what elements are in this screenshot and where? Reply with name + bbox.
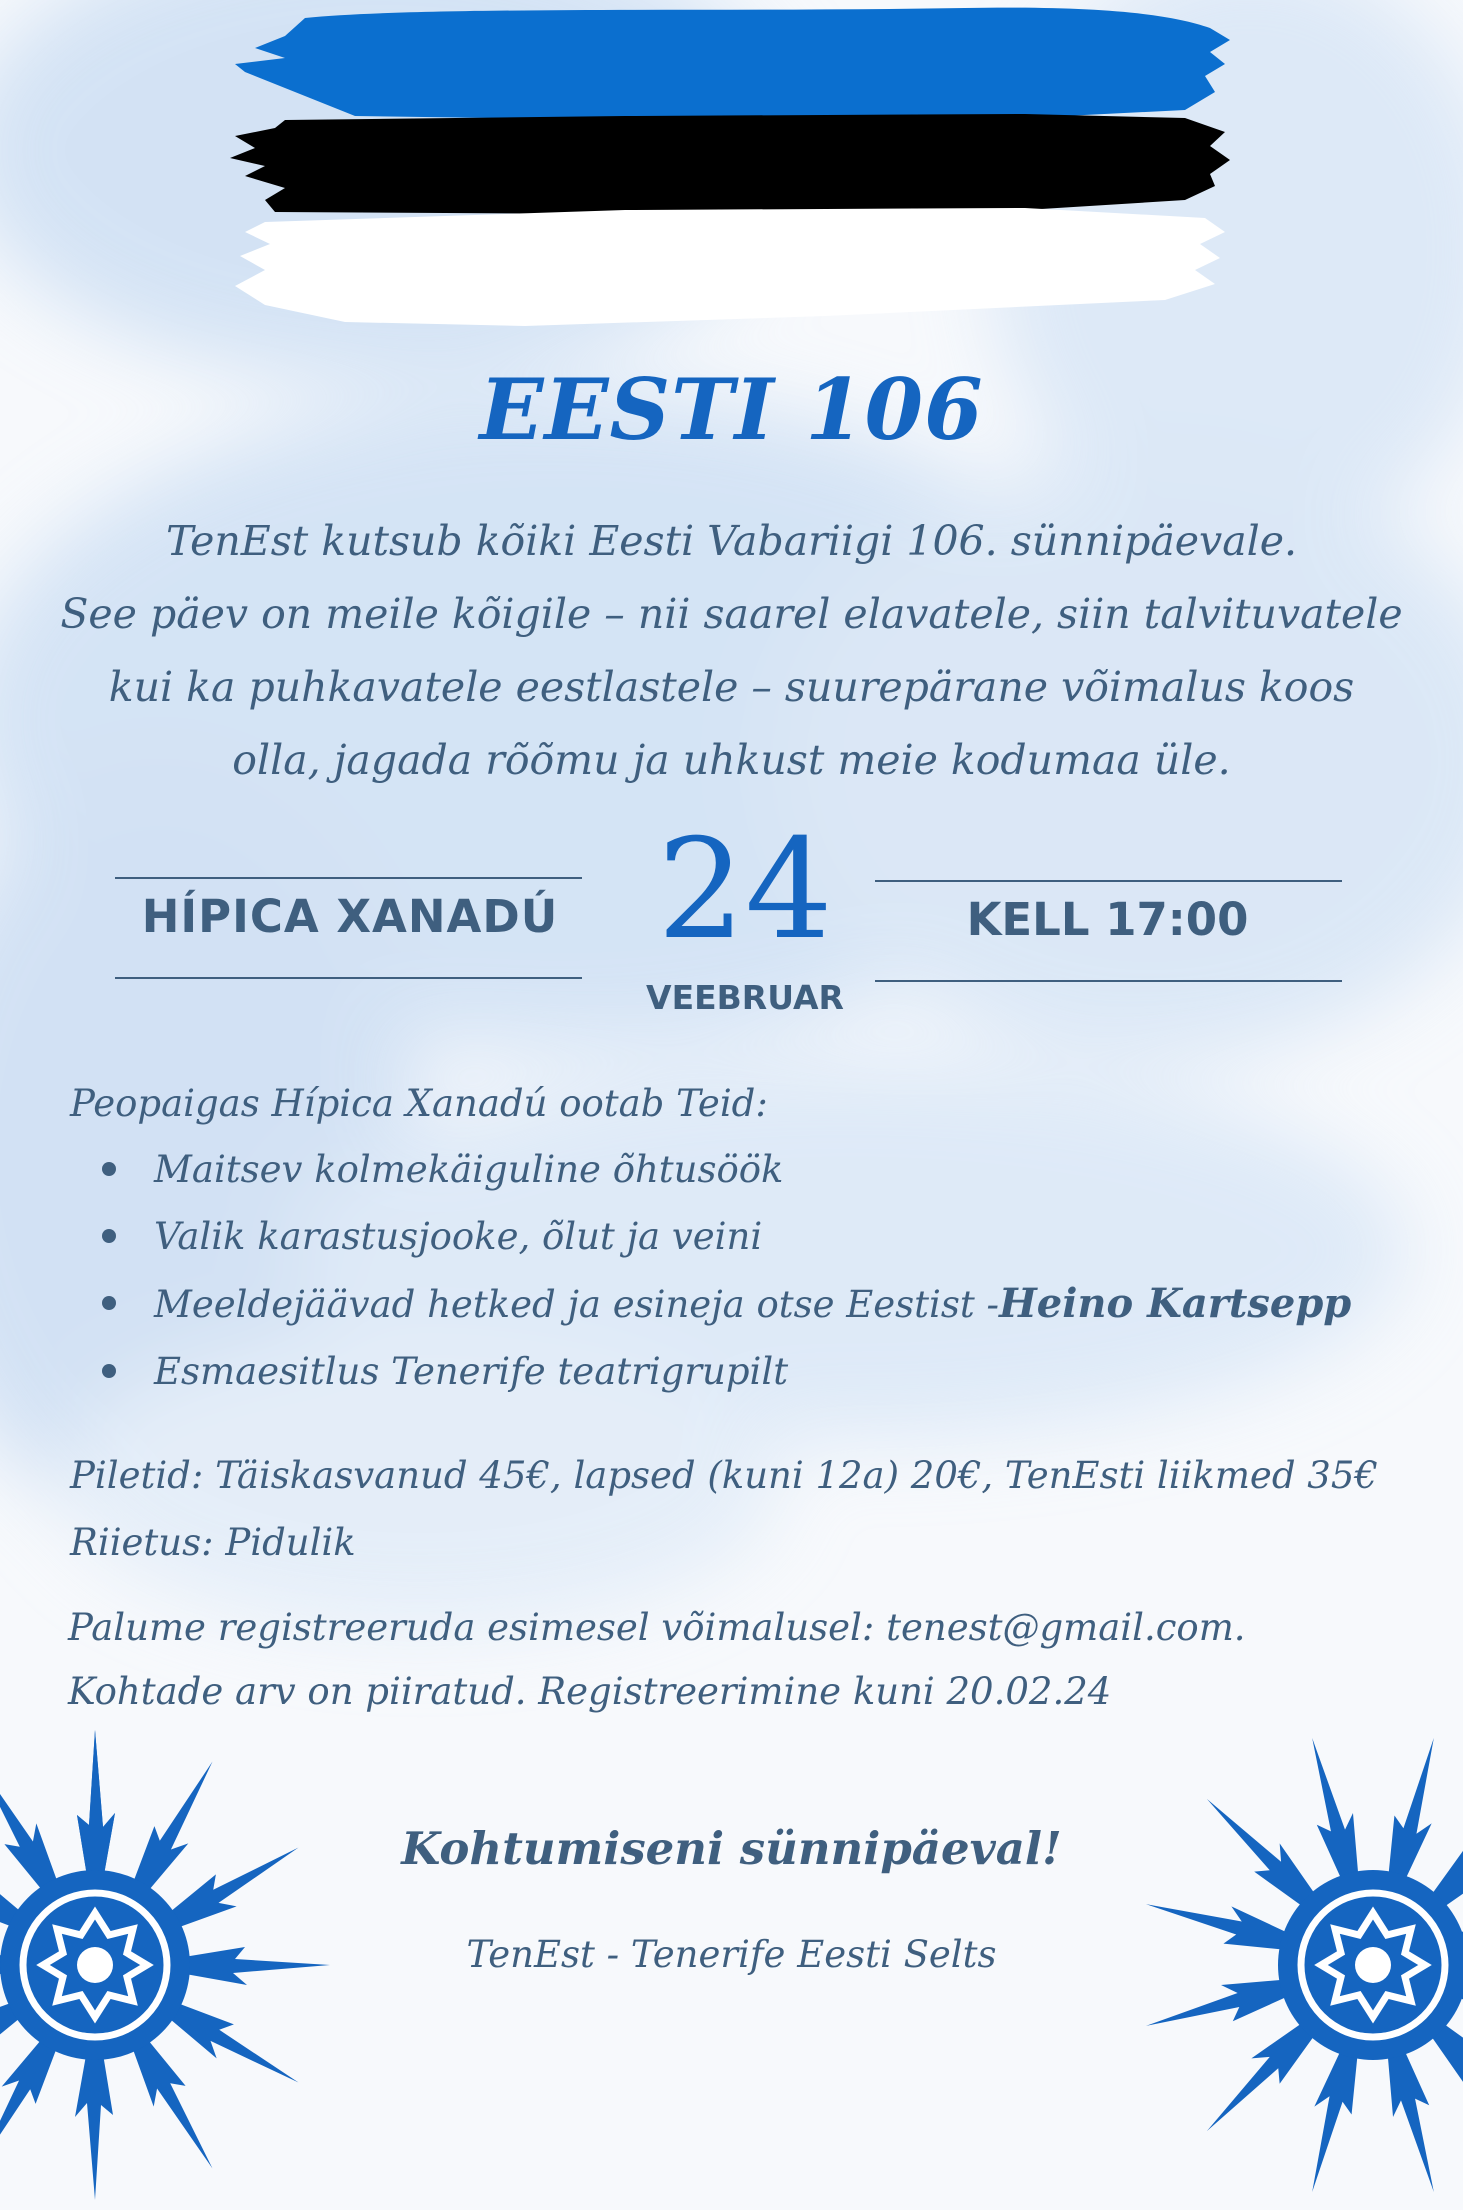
cornflower-icon: [0, 1720, 340, 2210]
performer-name: Heino Kartsepp: [998, 1280, 1352, 1327]
bullet-icon: [102, 1162, 116, 1176]
list-item-text: Valik karastusjooke, õlut ja veini: [154, 1215, 763, 1258]
intro-line-2: See päev on meile kõigile – nii saarel elavatele, siin talvituvatele kui ka puhkavatele eestlastele – suurepärane võimalus koos olla, jagada rõõmu ja uhkust meie kodumaa üle.: [60, 590, 1403, 784]
list-item: [70, 1270, 1410, 1338]
cornflower-icon: [1128, 1720, 1463, 2210]
list-item: [70, 1136, 1410, 1203]
registration-text: Palume registreeruda esimesel võimalusel: tenest@gmail.com. Kohtade arv on piiratud. Registreerimine kuni 20.02.24: [68, 1606, 1246, 1713]
list-item-text: Esmaesitlus Tenerife teatrigrupilt: [154, 1350, 789, 1393]
estonian-flag-icon: [225, 0, 1240, 345]
list-item-text: Maitsev kolmekäiguline õhtusöök: [154, 1148, 784, 1191]
ticket-info: [70, 1442, 1410, 1576]
list-item: [70, 1338, 1410, 1405]
event-time: KELL 17:00: [966, 893, 1249, 946]
program-details: [70, 1078, 1410, 1405]
time-top-rule: [875, 880, 1342, 882]
intro-line-1: TenEst kutsub kõiki Eesti Vabariigi 106. sünnipäevale.: [165, 517, 1298, 565]
program-lead: Peopaigas Hípica Xanadú ootab Teid:: [70, 1082, 768, 1125]
program-list: [70, 1136, 1410, 1405]
event-venue: HÍPICA XANADÚ: [141, 890, 559, 943]
venue-top-rule: [115, 877, 582, 879]
dress-code: Riietus: Pidulik: [70, 1521, 356, 1564]
intro-text: [60, 505, 1403, 797]
bullet-icon: [102, 1229, 116, 1243]
ticket-prices: Piletid: Täiskasvanud 45€, lapsed (kuni 12a) 20€, TenEsti liikmed 35€: [70, 1454, 1378, 1497]
bullet-icon: [102, 1296, 116, 1310]
page-title: EESTI 106: [479, 360, 984, 459]
event-day: 24: [657, 809, 833, 970]
event-month: VEEBRUAR: [646, 978, 844, 1017]
closing-message: Kohtumiseni sünnipäeval!: [401, 1822, 1062, 1875]
list-item: [70, 1203, 1410, 1270]
time-bottom-rule: [875, 980, 1342, 982]
bullet-icon: [102, 1364, 116, 1378]
venue-bottom-rule: [115, 977, 582, 979]
list-item-text: Meeldejäävad hetked ja esineja otse Eestist -: [154, 1283, 999, 1326]
organization-name: TenEst - Tenerife Eesti Selts: [466, 1933, 997, 1976]
